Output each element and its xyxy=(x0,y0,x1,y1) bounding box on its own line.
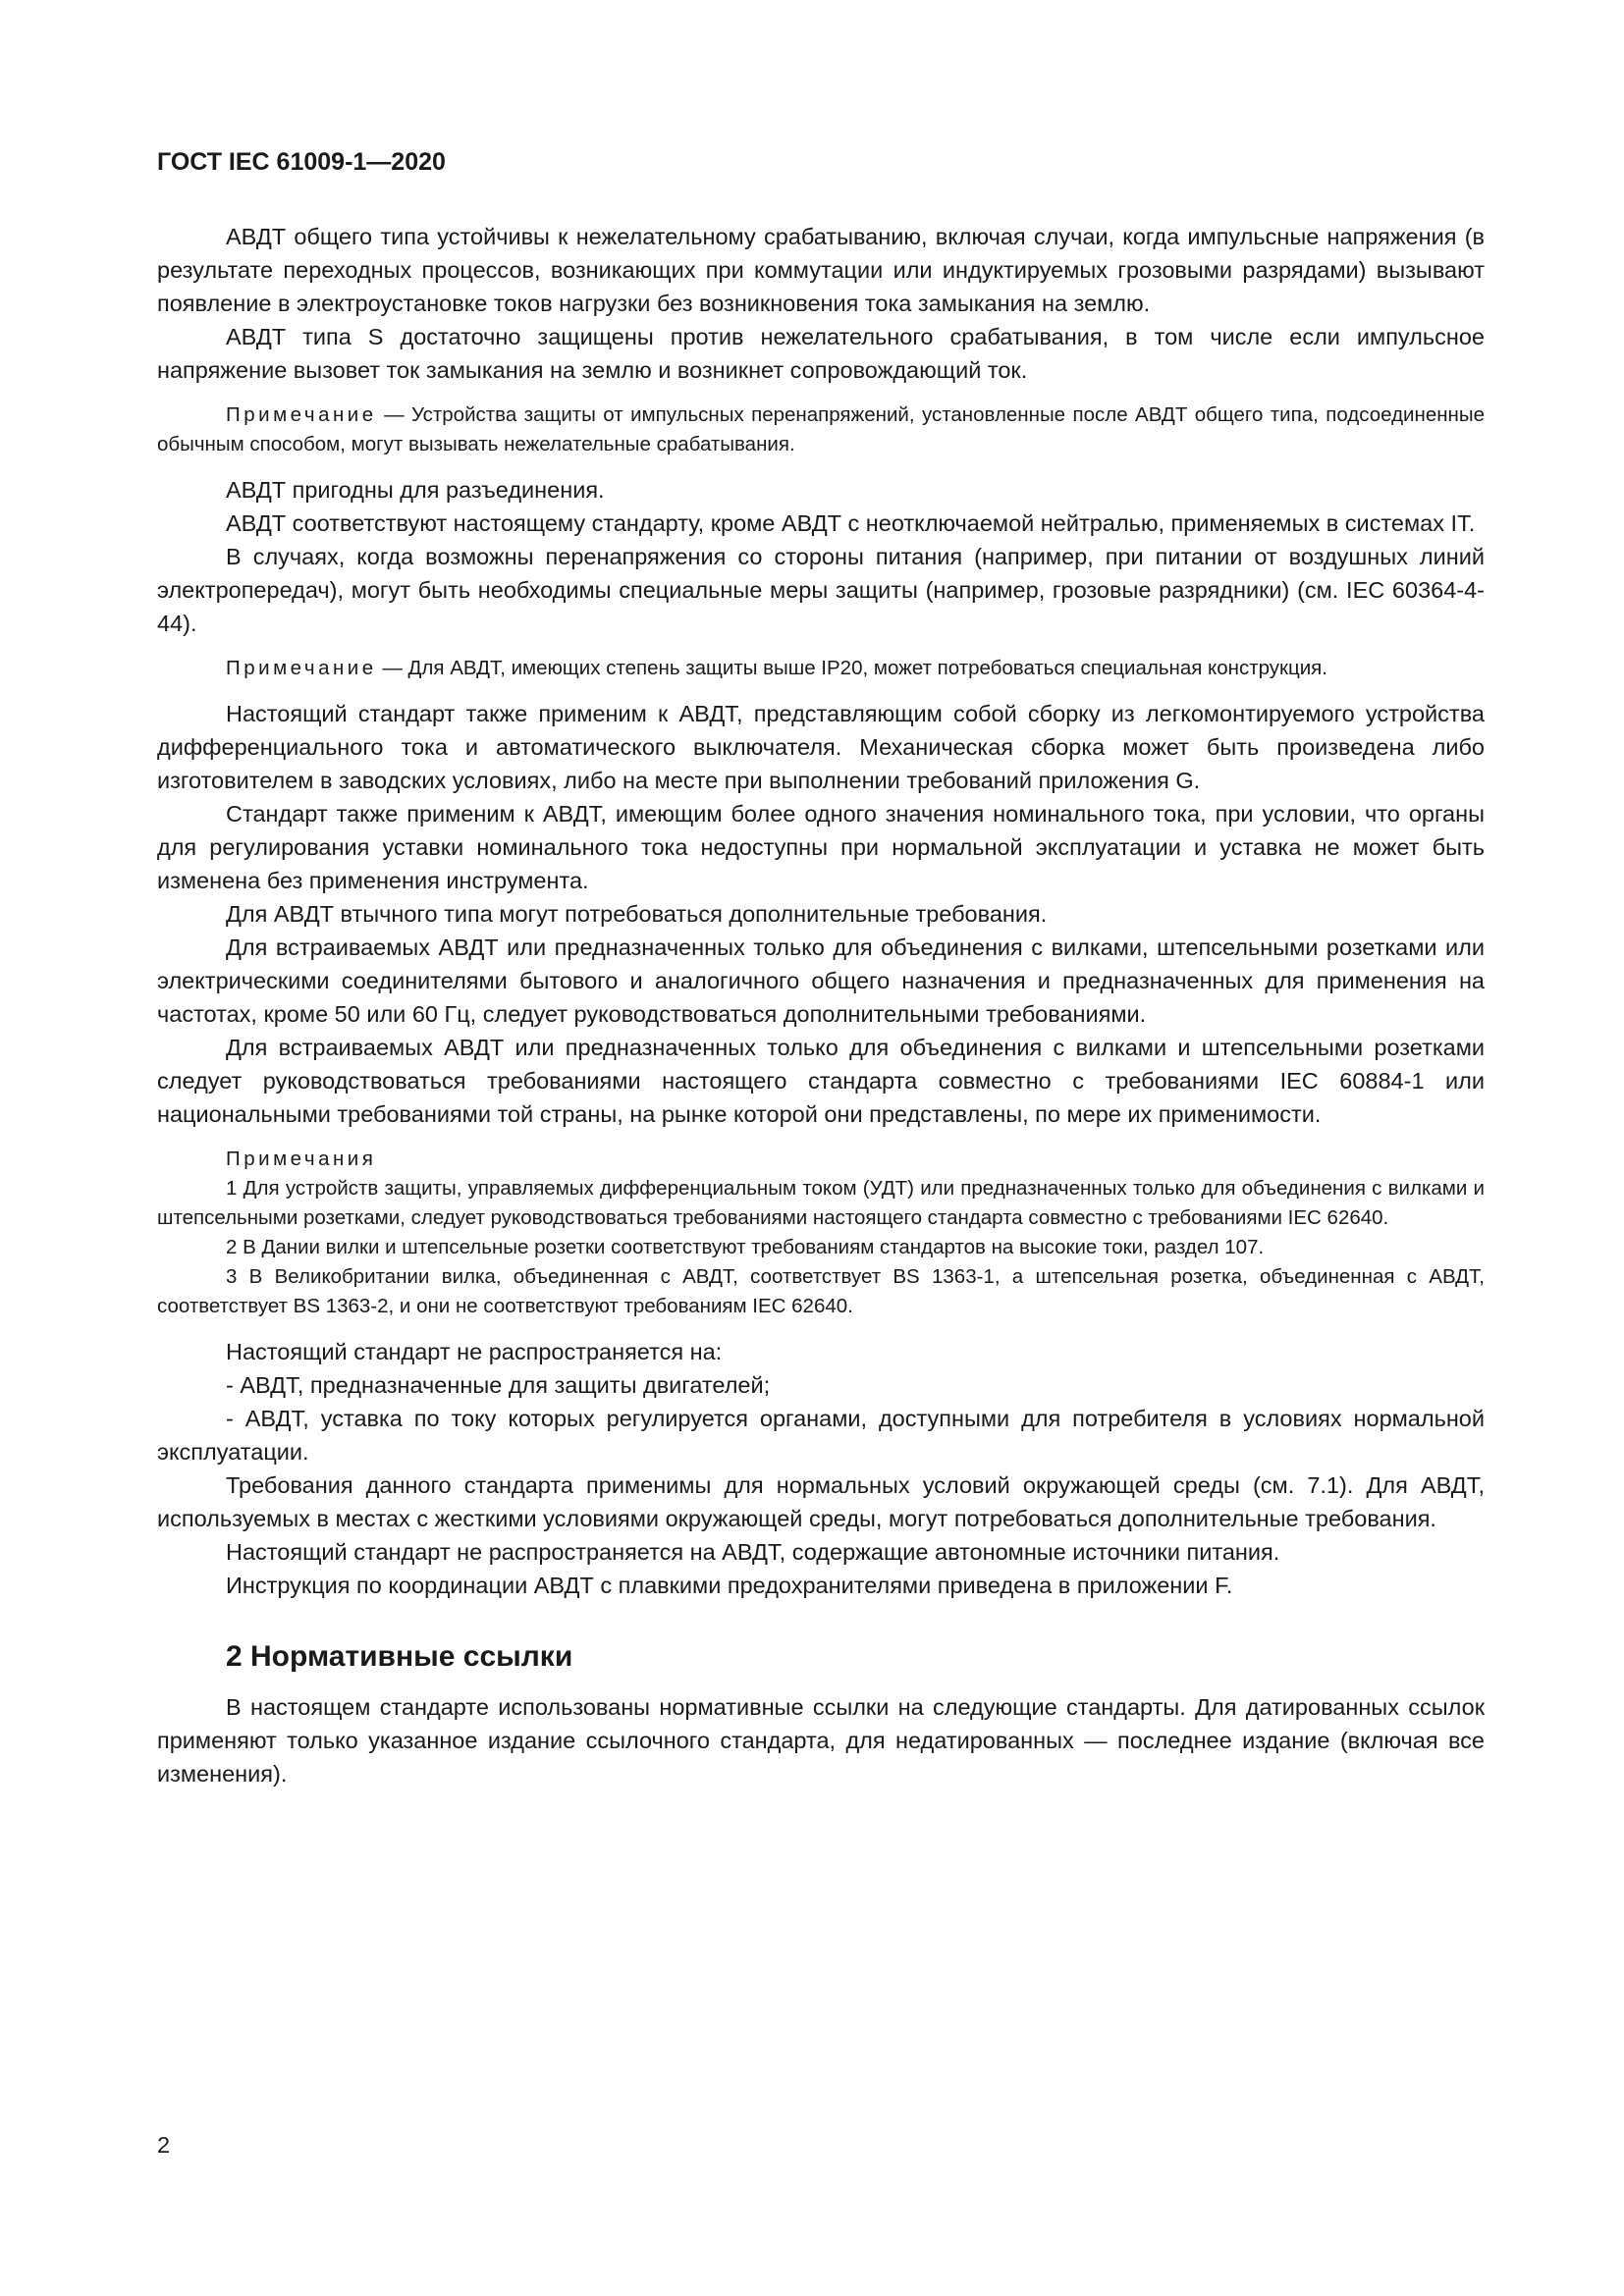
paragraph: - АВДТ, предназначенные для защиты двигателей; xyxy=(226,1372,771,1398)
paragraph: Настоящий стандарт не распространяется на: xyxy=(226,1339,723,1364)
paragraph: Стандарт также применим к АВДТ, имеющим более одного значения номинального тока, при условии, что органы для регулирования уставки номинального тока недоступны при нормальной эксплуатации и уставка не может быть изменена без применения инструмента. xyxy=(157,801,1485,893)
paragraph: Для встраиваемых АВДТ или предназначенных только для объединения с вилками и штепсельными розетками следует руководствоваться требованиями настоящего стандарта совместно с требованиями IEC 60884-1 или национальными требованиями той страны, на рынке которой они представлены, по мере их применимости. xyxy=(157,1035,1485,1127)
paragraph: АВДТ типа S достаточно защищены против нежелательного срабатывания, в том числе если импульсное напряжение вызовет ток замыкания на землю и возникнет сопровождающий ток. xyxy=(157,324,1485,383)
paragraph: В настоящем стандарте использованы нормативные ссылки на следующие стандарты. Для датированных ссылок применяют только указанное издание ссылочного стандарта, для недатированных — последнее издание (включая все изменения). xyxy=(157,1694,1485,1787)
paragraph: Для встраиваемых АВДТ или предназначенных только для объединения с вилками, штепсельными розетками или электрическими соединителями бытового и аналогичного общего назначения и предназначенных для применения на частотах, кроме 50 или 60 Гц, следует руководствоваться дополнительными требованиями. xyxy=(157,934,1485,1027)
paragraph: Требования данного стандарта применимы для нормальных условий окружающей среды (см. 7.1). Для АВДТ, используемых в местах с жесткими условиями окружающей среды, могут потребоваться дополнительные требования. xyxy=(157,1472,1485,1531)
paragraph: Настоящий стандарт также применим к АВДТ, представляющим собой сборку из легкомонтируемого устройства дифференциального тока и автоматического выключателя. Механическая сборка может быть произведена либо изготовителем в заводских условиях, либо на месте при выполнении требований приложения G. xyxy=(157,701,1485,793)
note xyxy=(157,400,1485,459)
note xyxy=(157,654,1485,683)
paragraph: Настоящий стандарт не распространяется на АВДТ, содержащие автономные источники питания. xyxy=(226,1539,1280,1565)
note-text: — Устройства защиты от импульсных перенапряжений, установленные после АВДТ общего типа, подсоединенные обычным способом, могут вызывать нежелательные срабатывания. xyxy=(157,403,1485,455)
paragraph: - АВДТ, уставка по току которых регулируется органами, доступными для потребителя в условиях нормальной эксплуатации. xyxy=(157,1406,1485,1465)
paragraph: АВДТ соответствуют настоящему стандарту, кроме АВДТ с неотключаемой нейтралью, применяемых в системах IT. xyxy=(226,510,1476,536)
paragraph: АВДТ пригодны для разъединения. xyxy=(226,477,605,503)
document-body xyxy=(157,220,1485,1790)
document-page xyxy=(157,147,1485,1790)
section-title: 2 Нормативные ссылки xyxy=(226,1640,573,1673)
paragraph: Инструкция по координации АВДТ с плавкими предохранителями приведена в приложении F. xyxy=(226,1573,1233,1598)
note-item: 3 В Великобритании вилка, объединенная с АВДТ, соответствует BS 1363-1, а штепсельная розетка, объединенная с АВДТ, соответствует BS 1363-2, и они не соответствуют требованиям IEC 62640. xyxy=(157,1265,1485,1317)
note-item: 2 В Дании вилки и штепсельные розетки соответствуют требованиям стандартов на высокие токи, раздел 107. xyxy=(226,1236,1265,1258)
document-header: ГОСТ IEC 61009-1—2020 xyxy=(157,148,446,176)
note-label: Примечание xyxy=(226,657,377,679)
paragraph: АВДТ общего типа устойчивы к нежелательному срабатыванию, включая случаи, когда импульсные напряжения (в результате переходных процессов, возникающих при коммутации или индуктируемых грозовыми разрядами) вызывают появление в электроустановке токов нагрузки без возникновения тока замыкания на землю. xyxy=(157,224,1485,316)
notes-block xyxy=(157,1145,1485,1321)
paragraph: Для АВДТ втычного типа могут потребоваться дополнительные требования. xyxy=(226,901,1048,927)
note-item: 1 Для устройств защиты, управляемых дифференциальным током (УДТ) или предназначенных только для объединения с вилками и штепсельными розетками, следует руководствоваться требованиями настоящего стандарта совместно с требованиями IEC 62640. xyxy=(157,1177,1485,1229)
note-text: — Для АВДТ, имеющих степень защиты выше IP20, может потребоваться специальная конструкция. xyxy=(376,657,1327,679)
page-number: 2 xyxy=(157,2132,171,2158)
notes-label: Примечания xyxy=(226,1148,377,1170)
paragraph: В случаях, когда возможны перенапряжения со стороны питания (например, при питании от воздушных линий электропередач), могут быть необходимы специальные меры защиты (например, грозовые разрядники) (см. IEC 60364-4-44). xyxy=(157,544,1485,636)
note-label: Примечание xyxy=(226,403,377,426)
